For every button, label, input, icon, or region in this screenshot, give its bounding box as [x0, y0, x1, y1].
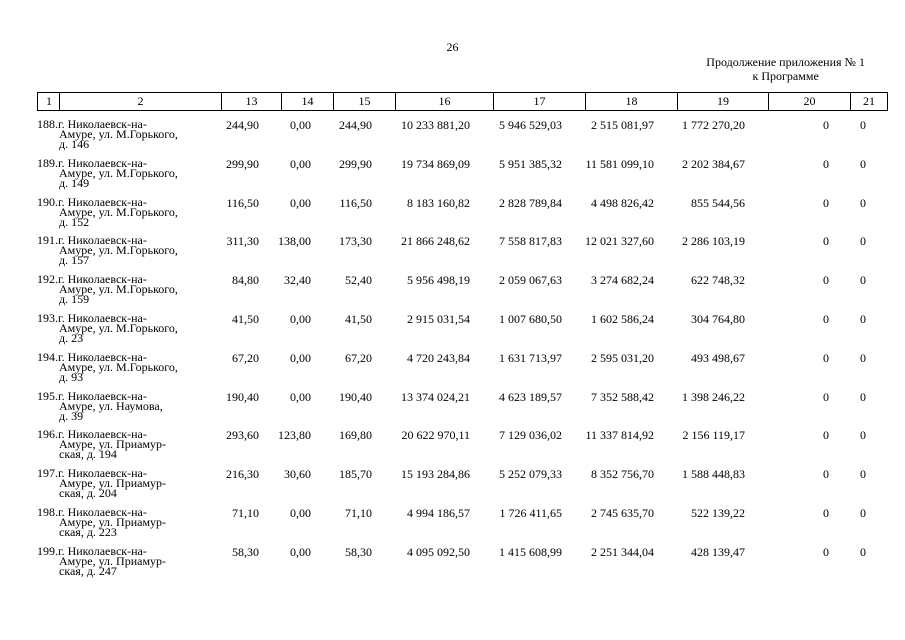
- cell-c18: 2 595 031,20: [591, 350, 654, 365]
- cell-c15: 52,40: [345, 273, 372, 288]
- address-line-3: д. 39: [59, 408, 84, 423]
- table-row: [37, 429, 867, 468]
- cell-c14: 0,00: [290, 389, 311, 404]
- cell-c20: 0: [823, 118, 829, 132]
- address-line-1: г. Николаевск-на-: [58, 194, 147, 209]
- address-cell: [37, 310, 197, 345]
- cell-c16: 10 233 881,20: [401, 118, 470, 132]
- appendix-caption: [706, 55, 865, 83]
- header-col-1: 1: [38, 93, 60, 111]
- cell-c21: 0: [860, 505, 866, 520]
- cell-c17: 2 059 067,63: [499, 273, 562, 288]
- address-line-3: ская, д. 247: [59, 563, 117, 578]
- table-row: [37, 310, 867, 352]
- cell-c20: 0: [823, 350, 829, 365]
- cell-c21: 0: [860, 311, 866, 326]
- cell-c16: 4 994 186,57: [407, 505, 470, 520]
- cell-c16: 20 622 970,11: [401, 428, 470, 443]
- cell-c15: 58,30: [345, 544, 372, 559]
- cell-c18: 4 498 826,42: [591, 195, 654, 210]
- address-line-1: г. Николаевск-на-: [58, 310, 147, 325]
- cell-c14: 138,00: [278, 234, 311, 249]
- cell-c17: 7 129 036,02: [499, 428, 562, 443]
- column-header-table: [37, 92, 888, 111]
- table-row: [37, 468, 867, 507]
- cell-c13: 311,30: [226, 234, 259, 249]
- address-line-1: г. Николаевск-на-: [58, 272, 147, 287]
- cell-c15: 41,50: [345, 311, 372, 326]
- address-line-1: г. Николаевск-на-: [58, 543, 147, 558]
- cell-c13: 41,50: [232, 311, 259, 326]
- cell-c18: 3 274 682,24: [591, 273, 654, 288]
- cell-c21: 0: [860, 389, 866, 404]
- row-number: 189.: [37, 155, 58, 170]
- row-number: 190.: [37, 194, 58, 209]
- cell-c16: 19 734 869,09: [401, 156, 470, 171]
- cell-c13: 293,60: [226, 428, 259, 443]
- cell-c19: 522 139,22: [691, 505, 745, 520]
- header-col-15: 15: [334, 93, 396, 111]
- address-line-2: Амуре, ул. М.Горького,: [59, 127, 178, 141]
- cell-c14: 0,00: [290, 118, 311, 132]
- address-cell: [37, 272, 197, 307]
- table-row: [37, 504, 867, 546]
- header-col-19: 19: [678, 93, 769, 111]
- cell-c21: 0: [860, 350, 866, 365]
- address-line-2: Амуре, ул. Наумова,: [59, 398, 163, 413]
- cell-c15: 173,30: [339, 234, 372, 249]
- cell-c17: 5 252 079,33: [499, 467, 562, 482]
- cell-c18: 7 352 588,42: [591, 389, 654, 404]
- address-line-2: Амуре, ул. М.Горького,: [59, 359, 178, 374]
- header-col-13: 13: [222, 93, 282, 111]
- cell-c19: 855 544,56: [691, 195, 745, 210]
- cell-c19: 428 139,47: [691, 544, 745, 559]
- address-line-3: д. 159: [59, 292, 90, 307]
- row-number: 195.: [37, 388, 58, 403]
- cell-c18: 2 745 635,70: [591, 505, 654, 520]
- cell-c21: 0: [860, 118, 866, 132]
- address-line-1: г. Николаевск-на-: [58, 504, 147, 519]
- cell-c14: 123,80: [278, 428, 311, 443]
- cell-c20: 0: [823, 505, 829, 520]
- address-line-1: г. Николаевск-на-: [58, 117, 147, 131]
- cell-c17: 5 946 529,03: [499, 118, 562, 132]
- cell-c16: 5 956 498,19: [407, 273, 470, 288]
- cell-c17: 1 007 680,50: [499, 311, 562, 326]
- appendix-line-2: к Программе: [752, 69, 819, 83]
- address-line-1: г. Николаевск-на-: [58, 466, 147, 481]
- address-cell: [37, 233, 197, 268]
- cell-c19: 1 398 246,22: [682, 389, 745, 404]
- address-cell: [37, 504, 197, 539]
- cell-c15: 169,80: [339, 428, 372, 443]
- address-line-2: Амуре, ул. М.Горького,: [59, 320, 178, 335]
- header-col-18: 18: [586, 93, 678, 111]
- cell-c21: 0: [860, 156, 866, 171]
- address-line-3: д. 93: [59, 369, 84, 384]
- address-line-3: ская, д. 223: [59, 524, 117, 539]
- address-cell: [37, 466, 197, 501]
- cell-c14: 0,00: [290, 156, 311, 171]
- cell-c17: 7 558 817,83: [499, 234, 562, 249]
- cell-c18: 11 337 814,92: [585, 428, 654, 443]
- cell-c16: 13 374 024,21: [401, 389, 470, 404]
- cell-c17: 4 623 189,57: [499, 389, 562, 404]
- cell-c15: 299,90: [339, 156, 372, 171]
- cell-c13: 116,50: [226, 195, 259, 210]
- cell-c20: 0: [823, 273, 829, 288]
- address-line-3: д. 149: [59, 175, 90, 190]
- cell-c19: 493 498,67: [691, 350, 745, 365]
- cell-c19: 2 156 119,17: [682, 428, 745, 443]
- cell-c21: 0: [860, 273, 866, 288]
- cell-c19: 1 588 448,83: [682, 467, 745, 482]
- cell-c17: 1 726 411,65: [499, 505, 562, 520]
- cell-c19: 2 202 384,67: [682, 156, 745, 171]
- cell-c20: 0: [823, 234, 829, 249]
- row-number: 193.: [37, 310, 58, 325]
- cell-c20: 0: [823, 156, 829, 171]
- cell-c19: 622 748,32: [691, 273, 745, 288]
- row-number: 199.: [37, 543, 58, 558]
- header-col-14: 14: [282, 93, 334, 111]
- table-row: [37, 388, 867, 430]
- cell-c20: 0: [823, 195, 829, 210]
- cell-c21: 0: [860, 428, 866, 443]
- row-number: 196.: [37, 427, 58, 442]
- cell-c21: 0: [860, 544, 866, 559]
- header-col-2: 2: [60, 93, 222, 111]
- cell-c19: 304 764,80: [691, 311, 745, 326]
- table-row: [37, 155, 867, 197]
- address-line-3: ская, д. 194: [59, 447, 117, 462]
- header-col-21: 21: [851, 93, 888, 111]
- cell-c14: 32,40: [284, 273, 311, 288]
- row-number: 197.: [37, 466, 58, 481]
- address-line-1: г. Николаевск-на-: [58, 427, 147, 442]
- address-line-2: Амуре, ул. М.Горького,: [59, 204, 178, 219]
- cell-c15: 244,90: [339, 118, 372, 132]
- cell-c16: 4 720 243,84: [407, 350, 470, 365]
- address-line-3: д. 23: [59, 330, 84, 345]
- cell-c13: 299,90: [226, 156, 259, 171]
- cell-c13: 216,30: [226, 467, 259, 482]
- address-line-1: г. Николаевск-на-: [58, 233, 147, 248]
- address-line-2: Амуре, ул. М.Горького,: [59, 165, 178, 180]
- cell-c19: 1 772 270,20: [682, 118, 745, 132]
- cell-c18: 8 352 756,70: [591, 467, 654, 482]
- address-cell: [37, 155, 197, 190]
- cell-c13: 190,40: [226, 389, 259, 404]
- address-line-1: г. Николаевск-на-: [58, 349, 147, 364]
- cell-c21: 0: [860, 234, 866, 249]
- cell-c17: 2 828 789,84: [499, 195, 562, 210]
- address-cell: [37, 119, 197, 149]
- cell-c19: 2 286 103,19: [682, 234, 745, 249]
- table-row: [37, 543, 867, 585]
- address-cell: [37, 427, 197, 462]
- cell-c17: 1 415 608,99: [499, 544, 562, 559]
- table-row: [37, 119, 867, 158]
- address-line-2: Амуре, ул. Приамур-: [59, 437, 167, 452]
- cell-c14: 0,00: [290, 195, 311, 210]
- cell-c20: 0: [823, 544, 829, 559]
- address-cell: [37, 543, 197, 578]
- cell-c17: 1 631 713,97: [499, 350, 562, 365]
- cell-c18: 2 251 344,04: [591, 544, 654, 559]
- cell-c13: 58,30: [232, 544, 259, 559]
- page-number: 26: [446, 40, 459, 54]
- cell-c13: 71,10: [232, 505, 259, 520]
- header-col-17: 17: [494, 93, 586, 111]
- cell-c20: 0: [823, 389, 829, 404]
- address-line-2: Амуре, ул. Приамур-: [59, 476, 167, 491]
- address-line-3: д. 152: [59, 214, 90, 229]
- address-line-3: д. 146: [59, 137, 90, 151]
- cell-c13: 67,20: [232, 350, 259, 365]
- cell-c15: 185,70: [339, 467, 372, 482]
- cell-c14: 0,00: [290, 544, 311, 559]
- row-number: 188.: [37, 117, 58, 131]
- cell-c13: 244,90: [226, 118, 259, 132]
- table-row: [37, 274, 867, 313]
- cell-c16: 4 095 092,50: [407, 544, 470, 559]
- cell-c16: 21 866 248,62: [401, 234, 470, 249]
- appendix-line-1: Продолжение приложения № 1: [706, 55, 865, 69]
- cell-c13: 84,80: [232, 273, 259, 288]
- cell-c15: 67,20: [345, 350, 372, 365]
- row-number: 192.: [37, 272, 58, 287]
- cell-c16: 8 183 160,82: [407, 195, 470, 210]
- cell-c20: 0: [823, 467, 829, 482]
- row-number: 194.: [37, 349, 58, 364]
- cell-c18: 2 515 081,97: [591, 118, 654, 132]
- cell-c14: 0,00: [290, 505, 311, 520]
- cell-c16: 15 193 284,86: [401, 467, 470, 482]
- address-line-2: Амуре, ул. Приамур-: [59, 514, 167, 529]
- address-line-2: Амуре, ул. М.Горького,: [59, 243, 178, 258]
- cell-c14: 0,00: [290, 350, 311, 365]
- address-cell: [37, 388, 197, 423]
- cell-c14: 0,00: [290, 311, 311, 326]
- address-line-1: г. Николаевск-на-: [58, 388, 147, 403]
- cell-c20: 0: [823, 311, 829, 326]
- address-line-3: д. 157: [59, 253, 90, 268]
- address-line-3: ская, д. 204: [59, 486, 117, 501]
- table-row: [37, 235, 867, 274]
- header-col-16: 16: [396, 93, 494, 111]
- address-line-2: Амуре, ул. Приамур-: [59, 553, 167, 568]
- cell-c16: 2 915 031,54: [407, 311, 470, 326]
- address-cell: [37, 194, 197, 229]
- cell-c15: 116,50: [339, 195, 372, 210]
- address-line-2: Амуре, ул. М.Горького,: [59, 282, 178, 297]
- cell-c18: 1 602 586,24: [591, 311, 654, 326]
- row-number: 198.: [37, 504, 58, 519]
- cell-c21: 0: [860, 195, 866, 210]
- table-row: [37, 349, 867, 391]
- cell-c17: 5 951 385,32: [499, 156, 562, 171]
- address-line-1: г. Николаевск-на-: [58, 155, 147, 170]
- address-cell: [37, 349, 197, 384]
- cell-c21: 0: [860, 467, 866, 482]
- cell-c20: 0: [823, 428, 829, 443]
- row-number: 191.: [37, 233, 58, 248]
- cell-c14: 30,60: [284, 467, 311, 482]
- cell-c15: 71,10: [345, 505, 372, 520]
- header-col-20: 20: [769, 93, 851, 111]
- cell-c18: 12 021 327,60: [585, 234, 654, 249]
- table-row: [37, 194, 867, 236]
- cell-c15: 190,40: [339, 389, 372, 404]
- data-rows: [37, 119, 867, 585]
- cell-c18: 11 581 099,10: [585, 156, 654, 171]
